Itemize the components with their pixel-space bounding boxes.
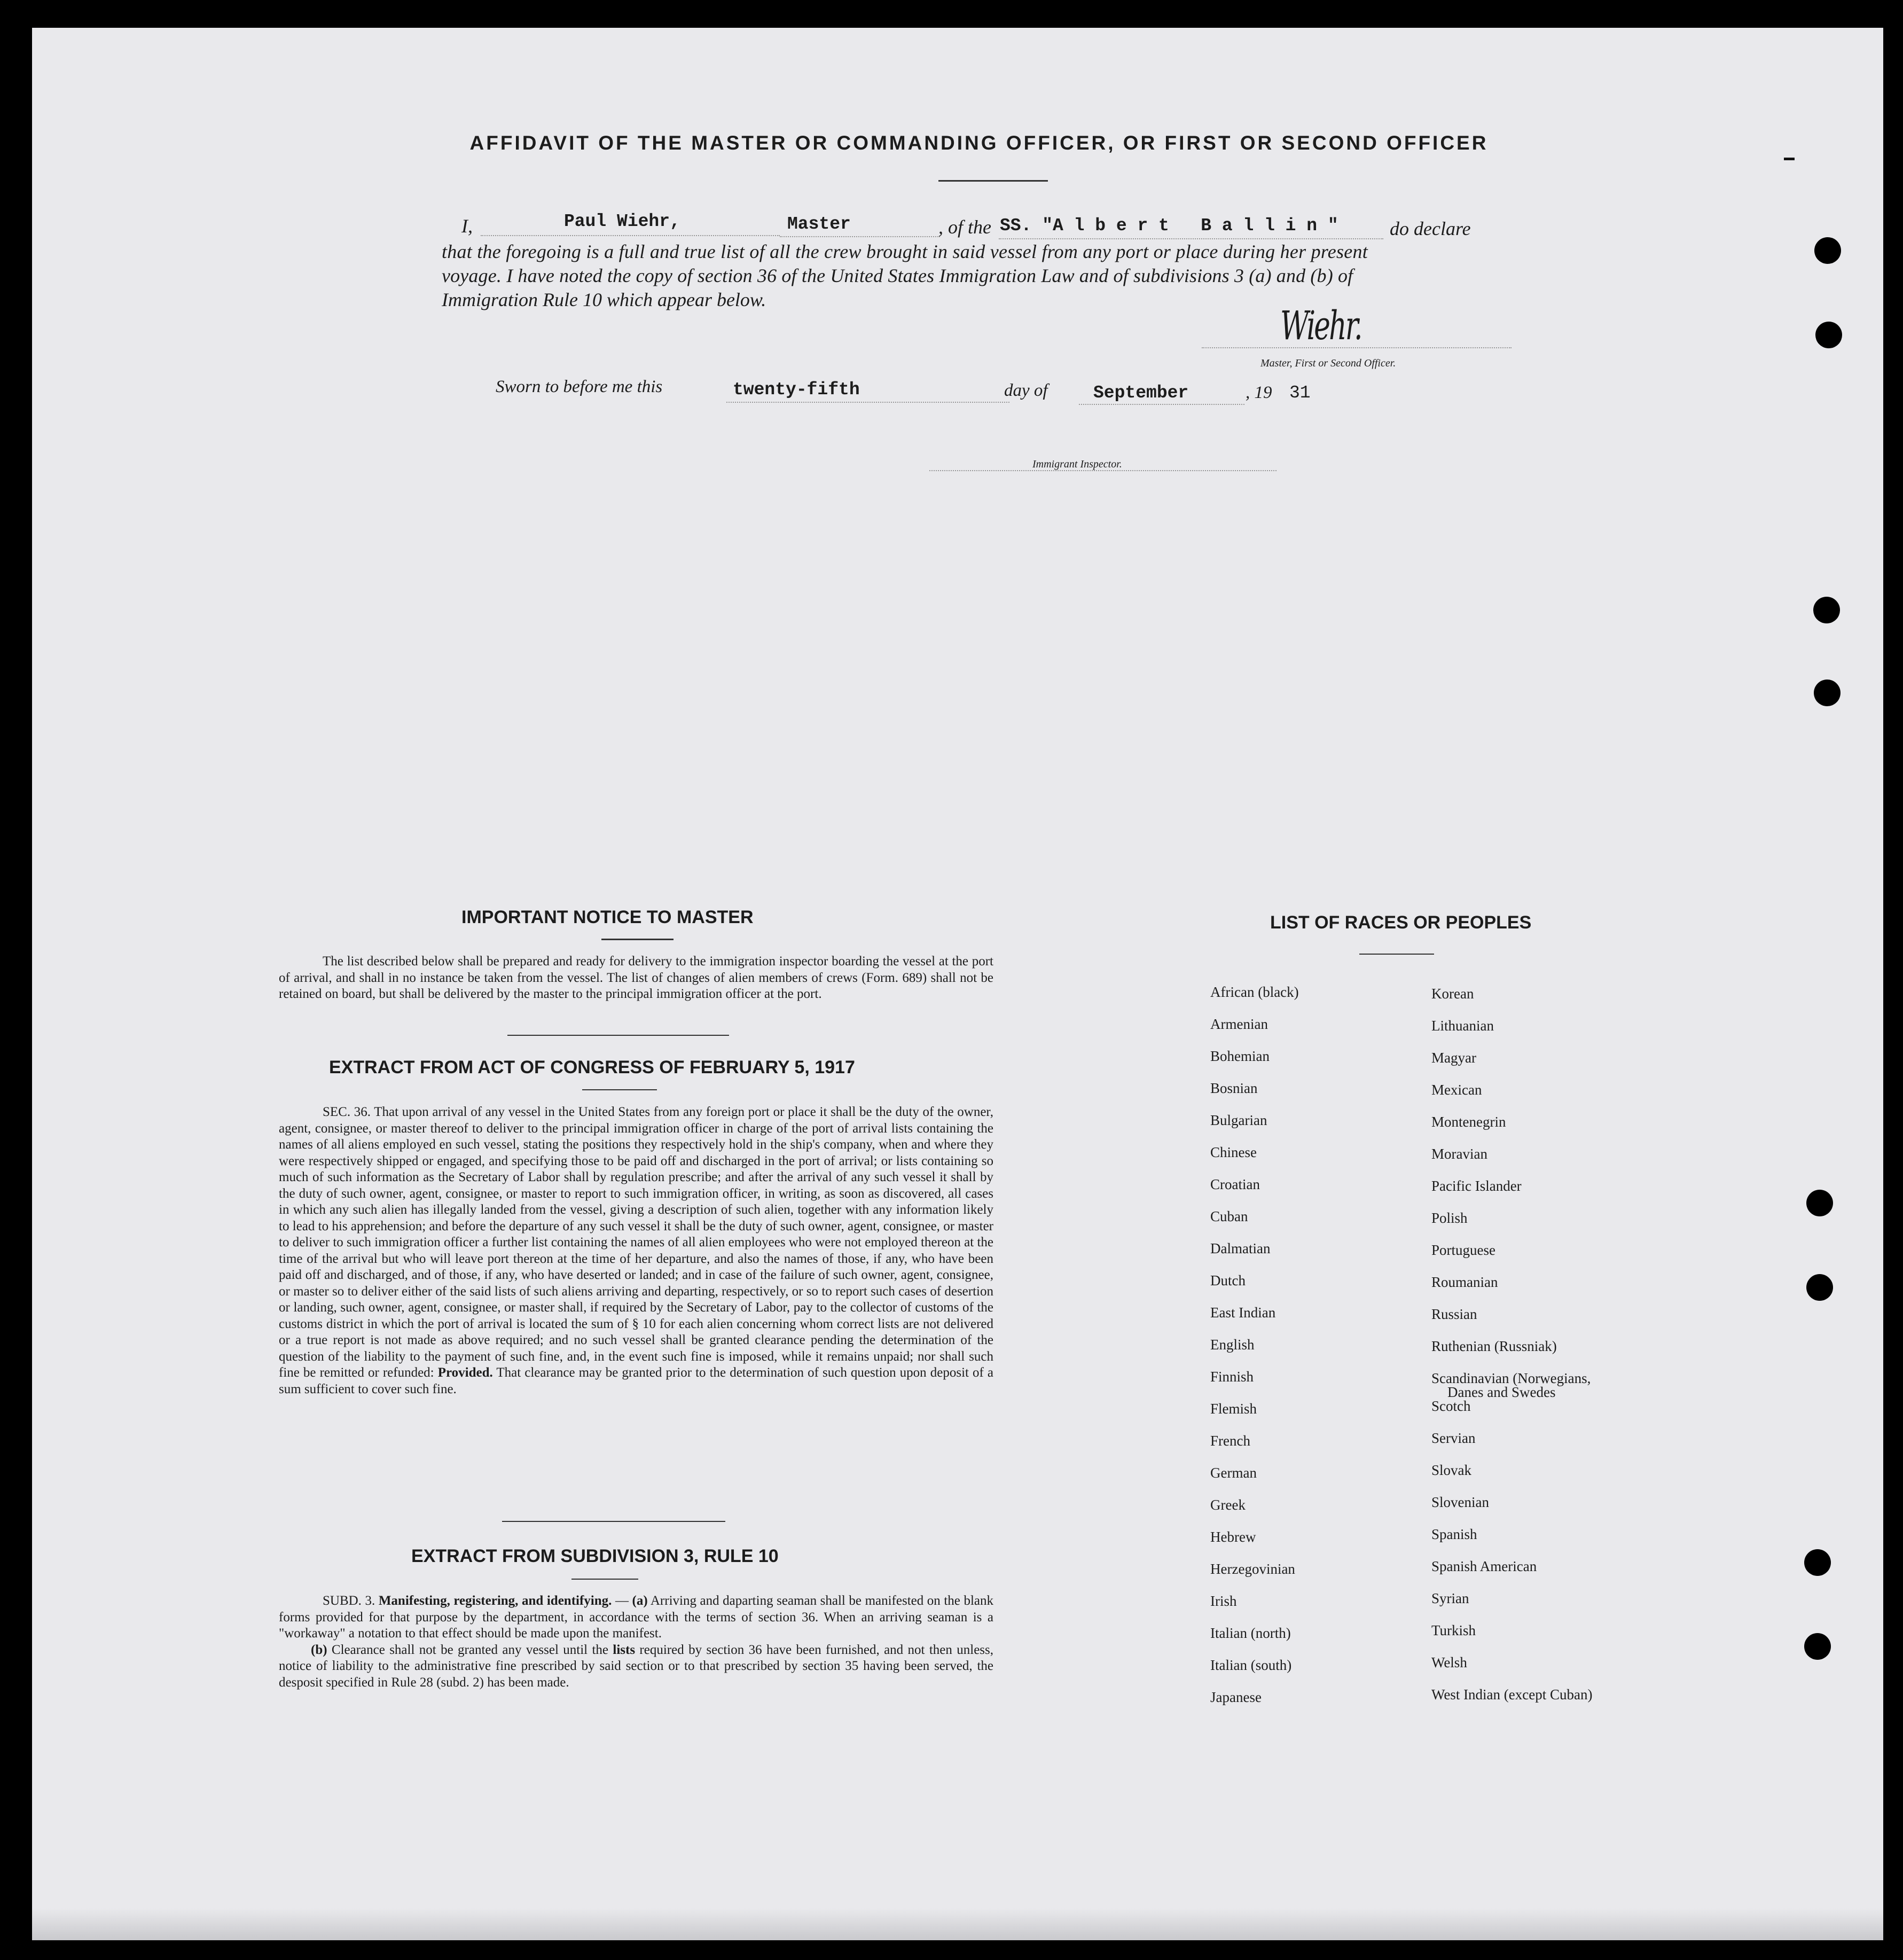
race-item: Russian bbox=[1431, 1306, 1477, 1322]
race-item: Roumanian bbox=[1431, 1274, 1498, 1290]
race-item: Mexican bbox=[1431, 1082, 1482, 1098]
race-item: Korean bbox=[1431, 986, 1474, 1002]
race-item: Slovak bbox=[1431, 1462, 1472, 1478]
race-item: East Indian bbox=[1210, 1305, 1276, 1321]
binder-hole bbox=[1814, 237, 1841, 264]
race-item-scandinavian bbox=[1431, 1370, 1592, 1402]
year-suffix: 31 bbox=[1289, 383, 1311, 403]
race-item: French bbox=[1210, 1433, 1250, 1449]
race-item: Servian bbox=[1431, 1430, 1476, 1446]
year-prefix: , 19 bbox=[1246, 383, 1272, 402]
rule-rule bbox=[571, 1579, 638, 1580]
notice-divider bbox=[507, 1035, 729, 1036]
race-item: Bulgarian bbox=[1210, 1112, 1267, 1128]
binder-hole bbox=[1813, 597, 1840, 623]
race-item: Polish bbox=[1431, 1210, 1468, 1226]
day-blank bbox=[726, 402, 1009, 403]
act-rule bbox=[582, 1089, 657, 1090]
title-rule bbox=[938, 180, 1048, 182]
rule-b-label: (b) bbox=[311, 1642, 327, 1657]
affidavit-line-4: Immigration Rule 10 which appear below. bbox=[442, 289, 766, 310]
sworn-label: Sworn to before me this bbox=[496, 377, 663, 396]
act-provided: Provided. bbox=[437, 1365, 493, 1380]
notice-paragraph: The list described below shall be prepared and ready for delivery to the immigration inspector boarding the vessel at the port of arrival, and shall in no instance be taken from the vessel. The list of changes of alien members of crews (Form. 689) shall not be retained on board, but shall be delivered by the master to the principal immigration officer at the port. bbox=[279, 954, 993, 1001]
race-item: Armenian bbox=[1210, 1016, 1268, 1032]
race-item: West Indian (except Cuban) bbox=[1431, 1686, 1593, 1703]
race-item: Scotch bbox=[1431, 1398, 1471, 1414]
race-item: Spanish bbox=[1431, 1526, 1477, 1542]
binder-hole bbox=[1814, 680, 1841, 706]
rule-b-text-1: Clearance shall not be granted any vessel until the bbox=[331, 1642, 609, 1657]
master-name: Paul Wiehr, bbox=[564, 212, 680, 231]
race-scandinavian-line2: Danes and Swedes bbox=[1447, 1384, 1556, 1400]
race-item: Magyar bbox=[1431, 1050, 1476, 1066]
race-item: Chinese bbox=[1210, 1144, 1257, 1160]
sworn-month: September bbox=[1093, 383, 1189, 403]
races-rule bbox=[1359, 954, 1434, 955]
rule-a-text: Arriving and daparting seaman shall be manifested on the blank forms provided for that purpose by the department, in accordance with the terms of section 36. When an arriving seaman is a "workaway" a notation to that effect should be made upon the manifest. bbox=[279, 1594, 994, 1641]
race-item: English bbox=[1210, 1337, 1255, 1353]
race-item: Pacific Islander bbox=[1431, 1178, 1522, 1194]
affidavit-line-3: voyage. I have noted the copy of section 36 of the United States Immigration Law and of subdivisions 3 (a) and (b) of bbox=[442, 265, 1353, 286]
day-of-label: day of bbox=[1004, 381, 1048, 400]
vessel-blank bbox=[999, 238, 1383, 239]
rule-paragraph-b bbox=[279, 1642, 993, 1691]
signature-caption: Master, First or Second Officer. bbox=[1260, 357, 1396, 369]
race-item: Greek bbox=[1210, 1497, 1246, 1513]
rule-bold-title: Manifesting, registering, and identifying. bbox=[378, 1594, 612, 1608]
race-item: Dutch bbox=[1210, 1272, 1246, 1289]
rule-b-text-2: required by section 36 have been furnished, and not then unless, notice of liability to the administrative fine prescribed by said section or to that prescribed by section 35 having been served, the desposit specified in Rule 28 (subd. 2) has been made. bbox=[279, 1642, 993, 1690]
act-text-end: That clearance may be granted prior to the determination of such question upon deposit of a sum sufficient to cover such fine. bbox=[279, 1365, 994, 1396]
month-blank bbox=[1079, 404, 1244, 405]
notice-heading: IMPORTANT NOTICE TO MASTER bbox=[461, 907, 754, 927]
signature-line bbox=[1202, 347, 1512, 348]
race-item: Lithuanian bbox=[1431, 1018, 1494, 1034]
rule-heading: EXTRACT FROM SUBDIVISION 3, RULE 10 bbox=[411, 1546, 779, 1566]
binder-hole bbox=[1815, 322, 1842, 348]
race-item: Moravian bbox=[1431, 1146, 1487, 1162]
master-rank: Master bbox=[787, 214, 851, 234]
race-item: Italian (north) bbox=[1210, 1625, 1291, 1641]
race-item: Welsh bbox=[1431, 1654, 1467, 1670]
binder-hole bbox=[1806, 1274, 1833, 1301]
races-right-column bbox=[1431, 986, 1592, 1719]
race-item: Croatian bbox=[1210, 1176, 1260, 1192]
race-item: Japanese bbox=[1210, 1689, 1262, 1705]
edge-mark bbox=[1784, 158, 1795, 160]
master-signature: Wiehr. bbox=[1280, 303, 1361, 349]
race-item: Turkish bbox=[1431, 1622, 1476, 1638]
rule-text bbox=[279, 1593, 993, 1691]
inspector-caption: Immigrant Inspector. bbox=[1032, 458, 1122, 470]
races-heading: LIST OF RACES OR PEOPLES bbox=[1270, 912, 1532, 933]
race-item: Dalmatian bbox=[1210, 1240, 1271, 1256]
i-label: I, bbox=[461, 215, 473, 237]
race-item: African (black) bbox=[1210, 984, 1299, 1000]
race-item: Syrian bbox=[1431, 1590, 1469, 1606]
race-item: Montenegrin bbox=[1431, 1114, 1506, 1130]
races-left-column bbox=[1210, 984, 1299, 1721]
race-item: Finnish bbox=[1210, 1369, 1254, 1385]
affidavit-title: AFFIDAVIT OF THE MASTER OR COMMANDING OFFICER, OR FIRST OR SECOND OFFICER bbox=[469, 132, 1489, 154]
race-item: Herzegovinian bbox=[1210, 1561, 1295, 1577]
sworn-day: twenty-fifth bbox=[733, 380, 860, 400]
race-item: Italian (south) bbox=[1210, 1657, 1292, 1673]
act-text-main: SEC. 36. That upon arrival of any vessel in the United States from any foreign port or place it shall be the duty of the owner, agent, consignee, or master thereof to deliver to the principal immigration officer in charge of the port of arrival lists containing the names of all aliens employed en such vessel, stating the positions they respectively hold in the ship's company, when and where they were respectively shipped or engaged, and specifying those to be paid off and discharged in the port of arrival; or lists containing so much of such information as the Secretary of Labor shall by regulation prescribe; and after the arrival of any such vessel it shall by the duty of such owner, agent, consignee, or master to report to such immigration officer, in writing, as soon as discovered, all cases in which any such alien has illegally landed from the vessel, giving a description of such alien, together with any information likely to lead to his apprehension; and before the departure of any such vessel it shall be the duty of such owner, agent, consignee, or master to deliver to such immigration officer a further list containing the names of all alien employees who were not employed thereon at the time of the arrival but who will leave port thereon at the time of her departure, and also the names of those, if any, who have been paid off and discharged, and of those, if any, who have deserted or landed; and in case of the failure of such owner, agent, consignee, or master so to deliver either of the said lists of such aliens arriving and departing, respectively, or so to report such cases of desertion or landing, such owner, agent, consignee, or master shall, if required by the Secretary of Labor, pay to the collector of customs of the customs district in which the port of arrival is located the sum of § 10 for each alien concerning whom correct lists are not delivered or a true report is not made as above required; and no such vessel shall be granted clearance pending the determination of the question of the liability to the payment of such fine, and, in the event such fine is imposed, while it remains unpaid; nor shall such fine be remitted or refunded: bbox=[279, 1105, 994, 1380]
of-the-label: , of the bbox=[938, 216, 991, 238]
race-item: Bosnian bbox=[1210, 1080, 1258, 1096]
rule-subd: SUBD. 3. bbox=[323, 1594, 375, 1608]
rule-b-lists: lists bbox=[613, 1642, 636, 1657]
act-paragraph bbox=[279, 1104, 993, 1397]
rank-blank bbox=[780, 236, 940, 237]
document-page bbox=[32, 28, 1883, 1940]
notice-text bbox=[279, 954, 993, 1003]
race-item: Portuguese bbox=[1431, 1242, 1495, 1258]
notice-rule bbox=[601, 939, 674, 940]
rule-paragraph-a bbox=[279, 1593, 993, 1642]
race-item: Cuban bbox=[1210, 1208, 1248, 1224]
rule-a-label: (a) bbox=[632, 1594, 648, 1608]
act-text bbox=[279, 1104, 993, 1397]
race-item: Bohemian bbox=[1210, 1048, 1270, 1064]
race-item: Spanish American bbox=[1431, 1558, 1537, 1574]
race-item: Hebrew bbox=[1210, 1529, 1256, 1545]
binder-hole bbox=[1804, 1633, 1831, 1660]
rule-dash: — bbox=[612, 1594, 632, 1608]
binder-hole bbox=[1806, 1190, 1833, 1216]
race-scandinavian-line1: Scandinavian (Norwegians, bbox=[1431, 1370, 1591, 1386]
act-heading: EXTRACT FROM ACT OF CONGRESS OF FEBRUARY 5, 1917 bbox=[329, 1057, 855, 1077]
race-item: Slovenian bbox=[1431, 1494, 1489, 1510]
vessel-name: SS. "A l b e r t B a l l i n " bbox=[1000, 216, 1338, 236]
act-divider bbox=[502, 1521, 725, 1522]
race-item: German bbox=[1210, 1465, 1257, 1481]
race-item: Irish bbox=[1210, 1593, 1237, 1609]
binder-hole bbox=[1804, 1549, 1831, 1576]
page-bottom-shadow bbox=[32, 1908, 1883, 1940]
race-item: Ruthenian (Russniak) bbox=[1431, 1338, 1557, 1354]
do-declare-label: do declare bbox=[1390, 218, 1471, 239]
affidavit-line-2: that the foregoing is a full and true list of all the crew brought in said vessel from any port or place during her present bbox=[442, 241, 1368, 262]
race-item: Flemish bbox=[1210, 1401, 1257, 1417]
name-blank bbox=[481, 235, 780, 236]
